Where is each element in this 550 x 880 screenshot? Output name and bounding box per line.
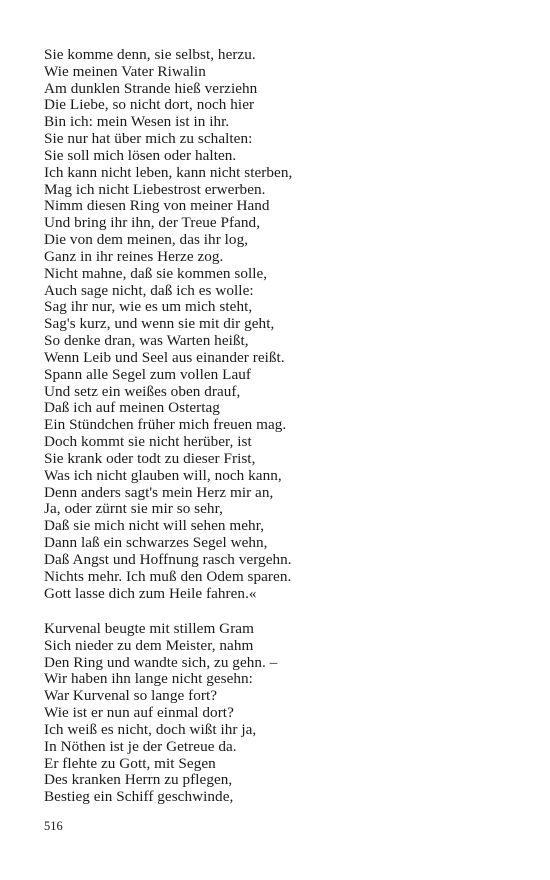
verse-line: Dann laß ein schwarzes Segel wehn, [44,534,268,552]
verse-line: Des kranken Herrn zu pflegen, [44,771,233,789]
verse-line: Daß ich auf meinen Ostertag [44,399,220,417]
verse-line: Ein Stündchen früher mich freuen mag. [44,416,287,434]
verse-line: Wenn Leib und Seel aus einander reißt. [44,348,285,366]
verse-line: Denn anders sagt's mein Herz mir an, [44,483,274,501]
stanza [44,621,277,806]
verse-line: Er flehte zu Gott, mit Segen [44,754,216,772]
page-number: 516 [44,819,63,833]
verse-line: Sag's kurz, und wenn sie mit dir geht, [44,315,275,333]
verse-line: Den Ring und wandte sich, zu gehn. – [44,653,278,671]
verse-line: Wie meinen Vater Riwalin [44,62,206,80]
verse-line: In Nöthen ist je der Getreue da. [44,737,237,755]
verse-line: Daß Angst und Hoffnung rasch vergehn. [44,550,292,568]
verse-line: Gott lasse dich zum Heile fahren.« [44,584,257,602]
verse-line: Sag ihr nur, wie es um mich steht, [44,298,253,316]
verse-line: Ich kann nicht leben, kann nicht sterben, [44,163,293,181]
verse-line: Und bring ihr ihn, der Treue Pfand, [44,214,261,232]
verse-line: So denke dran, was Warten heißt, [44,332,249,350]
verse-line: Sie krank oder todt zu dieser Frist, [44,449,256,467]
verse-line: Am dunklen Strande hieß verziehn [44,79,258,97]
verse-line: Sich nieder zu dem Meister, nahm [44,636,254,654]
verse-line: Was ich nicht glauben will, noch kann, [44,466,282,484]
verse-line: Kurvenal beugte mit stillem Gram [44,620,254,637]
verse-line: Nicht mahne, daß sie kommen solle, [44,264,268,282]
verse-line: Die von dem meinen, das ihr log, [44,231,249,249]
stanza [44,47,292,602]
verse-line: Auch sage nicht, daß ich es wolle: [44,281,254,299]
verse-line: Ich weiß es nicht, doch wißt ihr ja, [44,720,257,738]
verse-line: Bestieg ein Schiff geschwinde, [44,788,234,806]
verse-line: Nichts mehr. Ich muß den Odem sparen. [44,567,292,585]
verse-line: Sie nur hat über mich zu schalten: [44,130,253,148]
verse-line: Sie soll mich lösen oder halten. [44,146,237,164]
verse-line: Doch kommt sie nicht herüber, ist [44,433,252,451]
verse-line: Ja, oder zürnt sie mir so sehr, [44,500,223,518]
verse-line: Wie ist er nun auf einmal dort? [44,704,234,722]
verse-line: Bin ich: mein Wesen ist in ihr. [44,113,230,131]
verse-line: Daß sie mich nicht will sehen mehr, [44,517,265,535]
verse-line: Mag ich nicht Liebestrost erwerben. [44,180,266,198]
verse-line: Sie komme denn, sie selbst, herzu. [44,46,256,63]
verse-line: Nimm diesen Ring von meiner Hand [44,197,270,215]
verse-line: Spann alle Segel zum vollen Lauf [44,365,251,383]
verse-line: War Kurvenal so lange fort? [44,687,218,705]
verse-line: Ganz in ihr reines Herze zog. [44,247,224,265]
verse-line: Und setz ein weißes oben drauf, [44,382,241,400]
verse-line: Die Liebe, so nicht dort, noch hier [44,96,255,114]
verse-line: Wir haben ihn lange nicht gesehn: [44,670,253,688]
